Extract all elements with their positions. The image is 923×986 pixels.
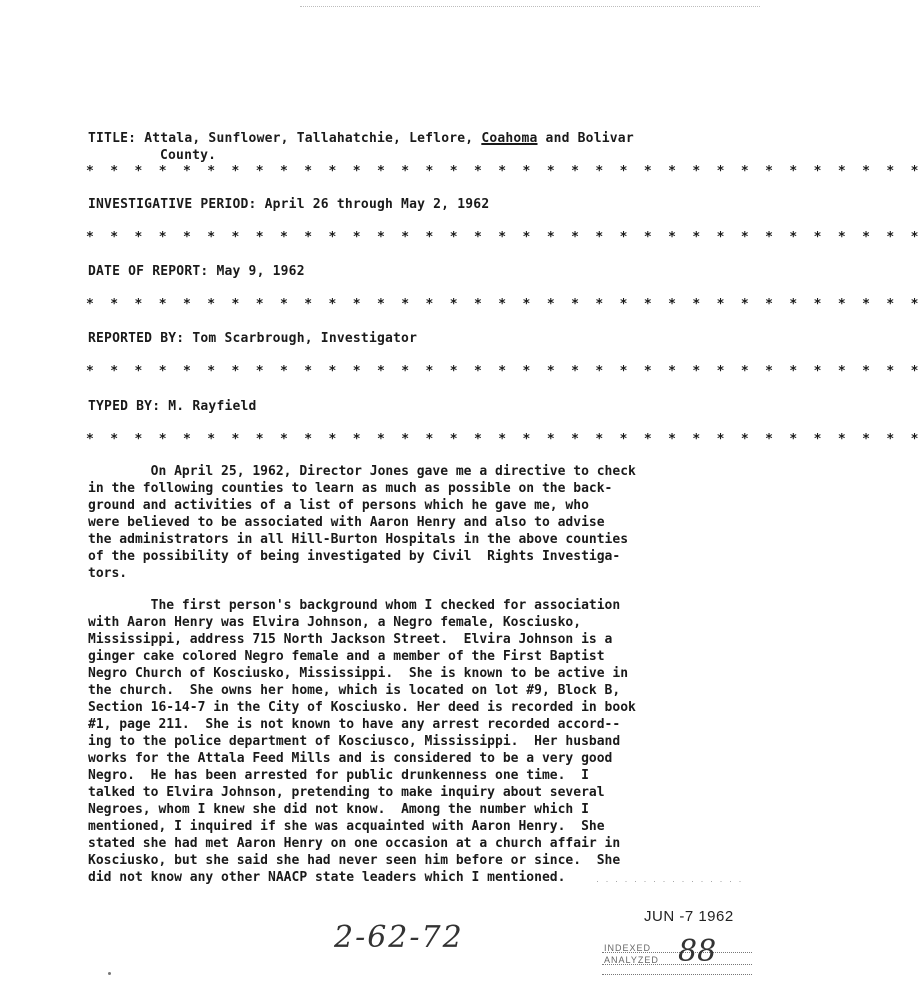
- stamp-rule: [602, 974, 752, 975]
- typed-line: [88, 399, 257, 414]
- paragraph-line: The first person's background whom I checked for association: [88, 598, 621, 613]
- handwritten-initials: 88: [678, 934, 717, 969]
- indexed-label: INDEXED: [604, 943, 652, 953]
- period-label: INVESTIGATIVE PERIOD:: [88, 197, 257, 212]
- indexed-analyzed-stamp: [594, 934, 760, 974]
- top-dotted-rule: [300, 0, 760, 7]
- speck: [108, 972, 111, 975]
- paragraph-line: ginger cake colored Negro female and a member of the First Baptist: [88, 649, 605, 664]
- separator-3: * * * * * * * * * * * * * * * * * * * * * * * * * * * * * * * * * * *: [86, 297, 923, 312]
- paragraph-line: Negro. He has been arrested for public drunkenness one time. I: [88, 768, 589, 783]
- paragraph-line: Kosciusko, but she said she had never seen him before or since. She: [88, 853, 621, 868]
- period-line: [88, 197, 489, 212]
- reported-line: [88, 331, 417, 346]
- separator-2: * * * * * * * * * * * * * * * * * * * * * * * * * * * * * * * * * * *: [86, 230, 923, 245]
- typed-label: TYPED BY:: [88, 399, 161, 414]
- paragraph-line: mentioned, I inquired if she was acquainted with Aaron Henry. She: [88, 819, 605, 834]
- paragraph-line: the administrators in all Hill-Burton Hospitals in the above counties: [88, 532, 629, 547]
- paragraph-line: ing to the police department of Kosciusco, Mississippi. Her husband: [88, 734, 621, 749]
- paragraph-line: of the possibility of being investigated by Civil Rights Investiga-: [88, 549, 621, 564]
- paragraph-line: #1, page 211. She is not known to have any arrest recorded accord--: [88, 717, 621, 732]
- handwritten-serial-number: 2-62-72: [334, 920, 464, 955]
- paragraph-line: Section 16-14-7 in the City of Kosciusko. Her deed is recorded in book: [88, 700, 636, 715]
- faint-stamp-rule: · · · · · · · · · · · · · · · ·: [596, 876, 744, 886]
- paragraph-line: Mississippi, address 715 North Jackson Street. Elvira Johnson is a: [88, 632, 613, 647]
- paragraph-line: stated she had met Aaron Henry on one occasion at a church affair in: [88, 836, 621, 851]
- paragraph-line: did not know any other NAACP state leaders which I mentioned.: [88, 870, 566, 885]
- paragraph-line: Negro Church of Kosciusko, Mississippi. She is known to be active in: [88, 666, 629, 681]
- date-value: May 9, 1962: [216, 264, 305, 279]
- title-label: TITLE:: [88, 131, 137, 146]
- date-label: DATE OF REPORT:: [88, 264, 209, 279]
- title-line-2: County.: [160, 148, 217, 163]
- date-stamp: JUN -7 1962: [644, 908, 734, 925]
- paragraph-line: tors.: [88, 566, 128, 581]
- paragraph-line: talked to Elvira Johnson, pretending to make inquiry about several: [88, 785, 605, 800]
- reported-value: Tom Scarbrough, Investigator: [192, 331, 418, 346]
- title-counties: Attala, Sunflower, Tallahatchie, Leflore,: [144, 131, 474, 146]
- paragraph-line: the church. She owns her home, which is located on lot #9, Block B,: [88, 683, 621, 698]
- paragraph-line: Negroes, whom I knew she did not know. Among the number which I: [88, 802, 589, 817]
- paragraph-2: [88, 597, 728, 886]
- reported-label: REPORTED BY:: [88, 331, 185, 346]
- title-end: and Bolivar: [545, 131, 634, 146]
- separator-4: * * * * * * * * * * * * * * * * * * * * * * * * * * * * * * * * * * *: [86, 364, 923, 379]
- title-underlined-county: Coahoma: [481, 131, 538, 146]
- paragraph-line: with Aaron Henry was Elvira Johnson, a Negro female, Kosciusko,: [88, 615, 582, 630]
- separator-1: * * * * * * * * * * * * * * * * * * * * * * * * * * * * * * * * * * *: [86, 164, 923, 179]
- period-value: April 26 through May 2, 1962: [264, 197, 490, 212]
- paragraph-line: ground and activities of a list of persons which he gave me, who: [88, 498, 589, 513]
- date-line: [88, 264, 305, 279]
- separator-5: * * * * * * * * * * * * * * * * * * * * * * * * * * * * * * * * * * *: [86, 432, 923, 447]
- analyzed-label: ANALYZED: [604, 955, 659, 965]
- paragraph-1: [88, 463, 728, 582]
- paragraph-line: works for the Attala Feed Mills and is considered to be a very good: [88, 751, 613, 766]
- paragraph-line: On April 25, 1962, Director Jones gave me a directive to check: [88, 464, 636, 479]
- title-line: [88, 131, 634, 146]
- paragraph-line: were believed to be associated with Aaron Henry and also to advise: [88, 515, 605, 530]
- typed-value: M. Rayfield: [168, 399, 257, 414]
- paragraph-line: in the following counties to learn as much as possible on the back-: [88, 481, 613, 496]
